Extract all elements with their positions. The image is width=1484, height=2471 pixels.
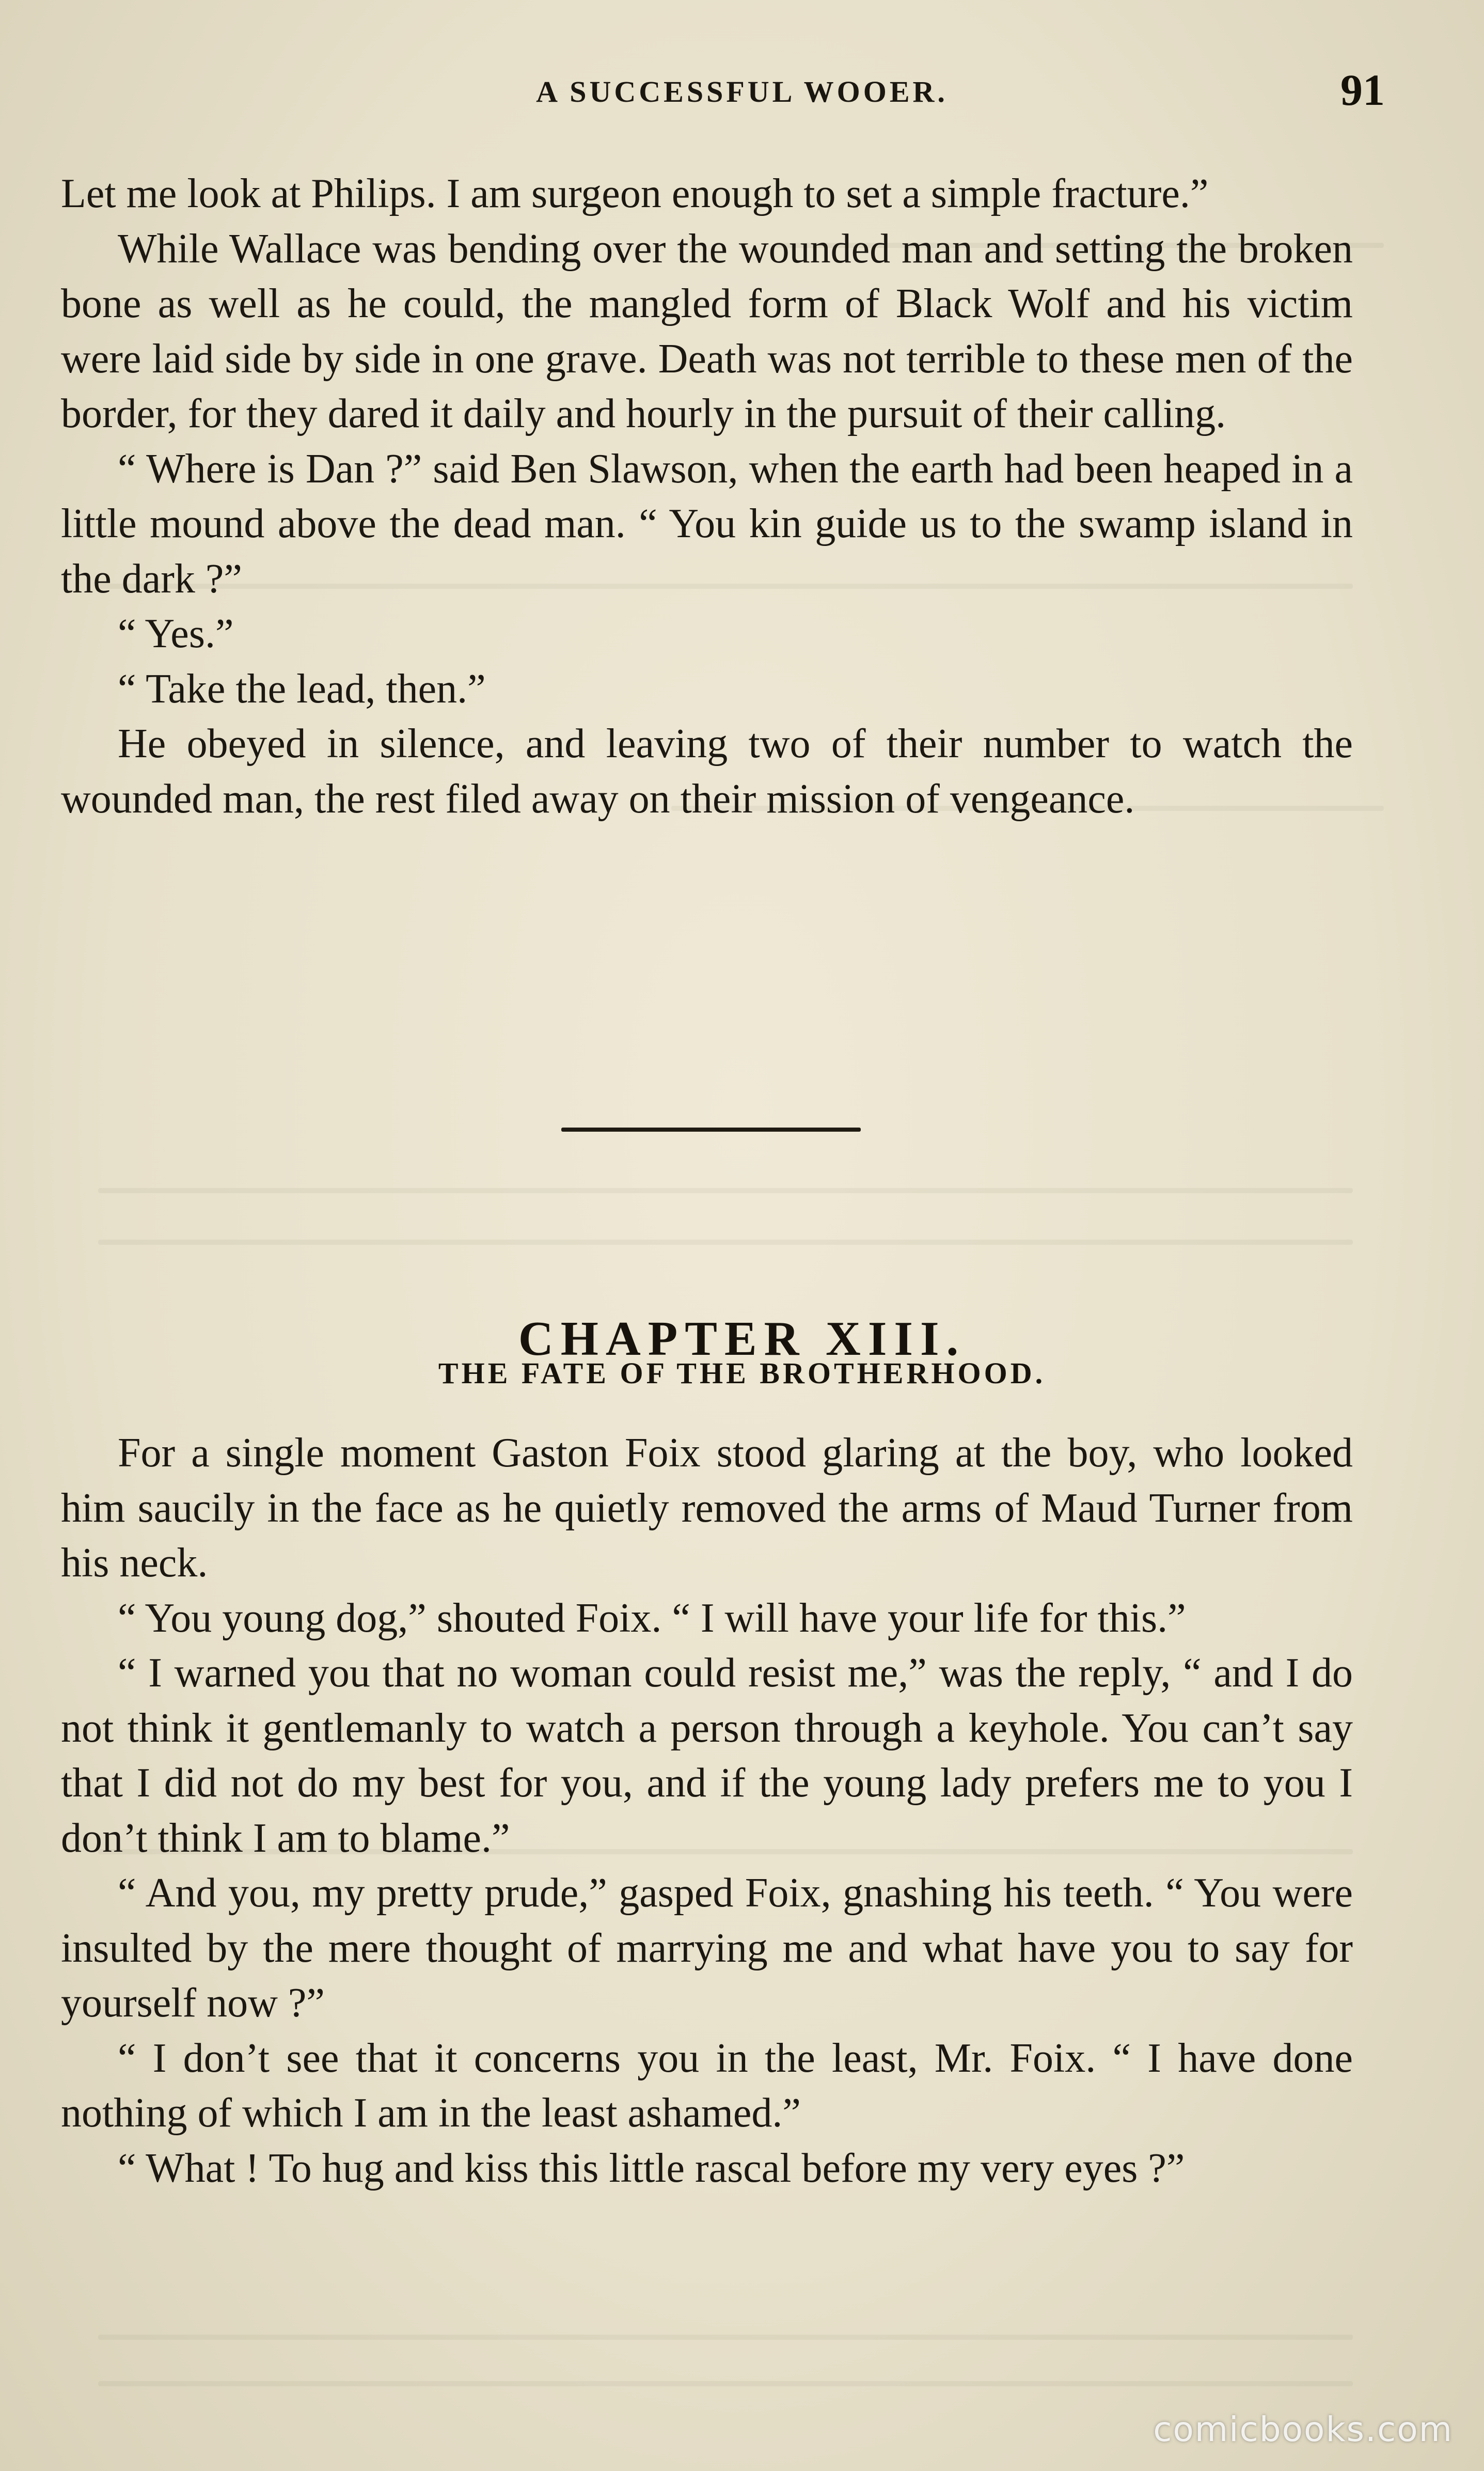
paragraph: “ What ! To hug and kiss this little rascal before my very eyes ?”: [118, 2145, 1185, 2191]
paragraph: He obeyed in silence, and leaving two of their number to watch the wounded man, the rest filed away on their mission of vengeance.: [61, 721, 1353, 822]
bleed-through: [98, 1188, 1353, 1193]
body-text-section-1: [61, 166, 1353, 826]
paragraph: “ I warned you that no woman could resist me,” was the reply, “ and I do not think it gentlemanly to watch a person through a keyhole. You can’t say that I did not do my best for you, and if the young lady prefers me to you I don’t think I am to blame.”: [61, 1650, 1353, 1861]
paragraph: “ And you, my pretty prude,” gasped Foix, gnashing his teeth. “ You were insulted by the mere thought of marrying me and what have you to say for yourself now ?”: [61, 1870, 1353, 2026]
paragraph: “ Take the lead, then.”: [118, 666, 486, 712]
bleed-through: [98, 1240, 1353, 1245]
paragraph: “ Where is Dan ?” said Ben Slawson, when the earth had been heaped in a little mound above the dead man. “ You kin guide us to the swamp island in the dark ?”: [61, 446, 1353, 602]
running-head: [0, 67, 1484, 124]
section-divider-rule: [561, 1128, 861, 1132]
watermark: comicbooks.com: [1153, 2410, 1453, 2449]
paragraph: For a single moment Gaston Foix stood glaring at the boy, who looked him saucily in the face as he quietly removed the arms of Maud Turner from his neck.: [61, 1430, 1353, 1586]
paragraph: Let me look at Philips. I am surgeon enough to set a simple fracture.”: [61, 171, 1209, 216]
bleed-through: [98, 2335, 1353, 2340]
chapter-subtitle: THE FATE OF THE BROTHERHOOD.: [438, 1356, 1046, 1390]
paragraph: “ I don’t see that it concerns you in the least, Mr. Foix. “ I have done nothing of which I am in the least ashamed.”: [61, 2035, 1353, 2136]
body-text-section-2: [61, 1426, 1353, 2196]
running-title: A SUCCESSFUL WOOER.: [536, 75, 948, 108]
chapter-heading: CHAPTER XIII.: [518, 1312, 966, 1366]
paragraph: While Wallace was bending over the wounded man and setting the broken bone as well as he could, the mangled form of Black Wolf and his victim were laid side by side in one grave. Death was not terrible to these men of the border, for they dared it daily and hourly in the pursuit of their calling.: [61, 226, 1353, 436]
paragraph: “ Yes.”: [118, 611, 234, 656]
bleed-through: [98, 2381, 1353, 2386]
paragraph: “ You young dog,” shouted Foix. “ I will have your life for this.”: [118, 1595, 1186, 1641]
page-number: 91: [1340, 65, 1385, 115]
